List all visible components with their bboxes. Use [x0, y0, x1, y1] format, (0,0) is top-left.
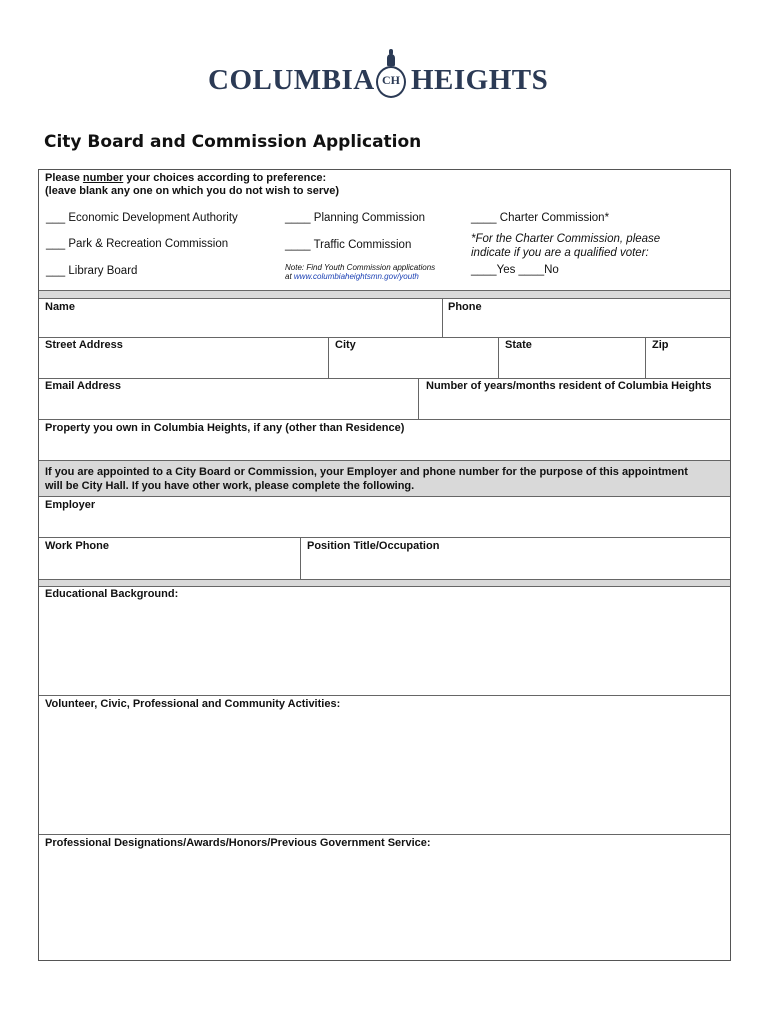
- zip-label: Zip: [652, 339, 669, 351]
- choice-planning[interactable]: ____ Planning Commission: [285, 212, 425, 224]
- email-label: Email Address: [45, 380, 122, 392]
- employer-label: Employer: [45, 499, 96, 511]
- property-label: Property you own in Columbia Heights, if any (other than Residence): [45, 422, 405, 434]
- logo-left-word: COLUMBIA: [208, 64, 375, 96]
- years-resident-label: Number of years/months resident of Columbia Heights: [426, 380, 712, 392]
- name-label: Name: [45, 301, 75, 313]
- section-separator: [39, 290, 730, 298]
- choice-traffic[interactable]: ____ Traffic Commission: [285, 239, 412, 251]
- youth-note-line2: at www.columbiaheightsmn.gov/youth: [285, 272, 419, 281]
- choice-charter[interactable]: ____ Charter Commission*: [471, 212, 610, 224]
- columbia-heights-logo: [208, 52, 548, 100]
- choice-park-recreation[interactable]: ___ Park & Recreation Commission: [46, 238, 229, 250]
- designations-label: Professional Designations/Awards/Honors/Previous Government Service:: [45, 837, 431, 849]
- charter-note-line1: *For the Charter Commission, please: [471, 233, 661, 245]
- instructions-line2: (leave blank any one on which you do not wish to serve): [45, 185, 339, 197]
- instructions-line1: Please number your choices according to preference:: [45, 172, 327, 184]
- employer-notice-line1: If you are appointed to a City Board or Commission, your Employer and phone number for the purpose of this appointment: [45, 466, 688, 478]
- page-title: City Board and Commission Application: [44, 132, 422, 152]
- logo-right-word: HEIGHTS: [411, 64, 549, 96]
- youth-commission-link[interactable]: www.columbiaheightsmn.gov/youth: [293, 272, 419, 281]
- choice-library[interactable]: ___ Library Board: [46, 265, 138, 277]
- city-label: City: [335, 339, 356, 351]
- position-label: Position Title/Occupation: [307, 540, 440, 552]
- work-phone-label: Work Phone: [45, 540, 109, 552]
- qualified-voter-yes-no[interactable]: ____Yes ____No: [471, 264, 559, 276]
- state-label: State: [505, 339, 532, 351]
- logo-monogram: CH: [382, 73, 400, 87]
- logo-seal-icon: [368, 52, 412, 102]
- education-label: Educational Background:: [45, 588, 179, 600]
- youth-note-line1: Note: Find Youth Commission applications: [285, 263, 436, 272]
- phone-label: Phone: [448, 301, 482, 313]
- choice-economic-development[interactable]: ___ Economic Development Authority: [46, 212, 238, 224]
- charter-note-line2: indicate if you are a qualified voter:: [471, 247, 649, 259]
- street-address-label: Street Address: [45, 339, 123, 351]
- employer-notice-line2: will be City Hall. If you have other work, please complete the following.: [45, 480, 415, 492]
- activities-label: Volunteer, Civic, Professional and Community Activities:: [45, 698, 341, 710]
